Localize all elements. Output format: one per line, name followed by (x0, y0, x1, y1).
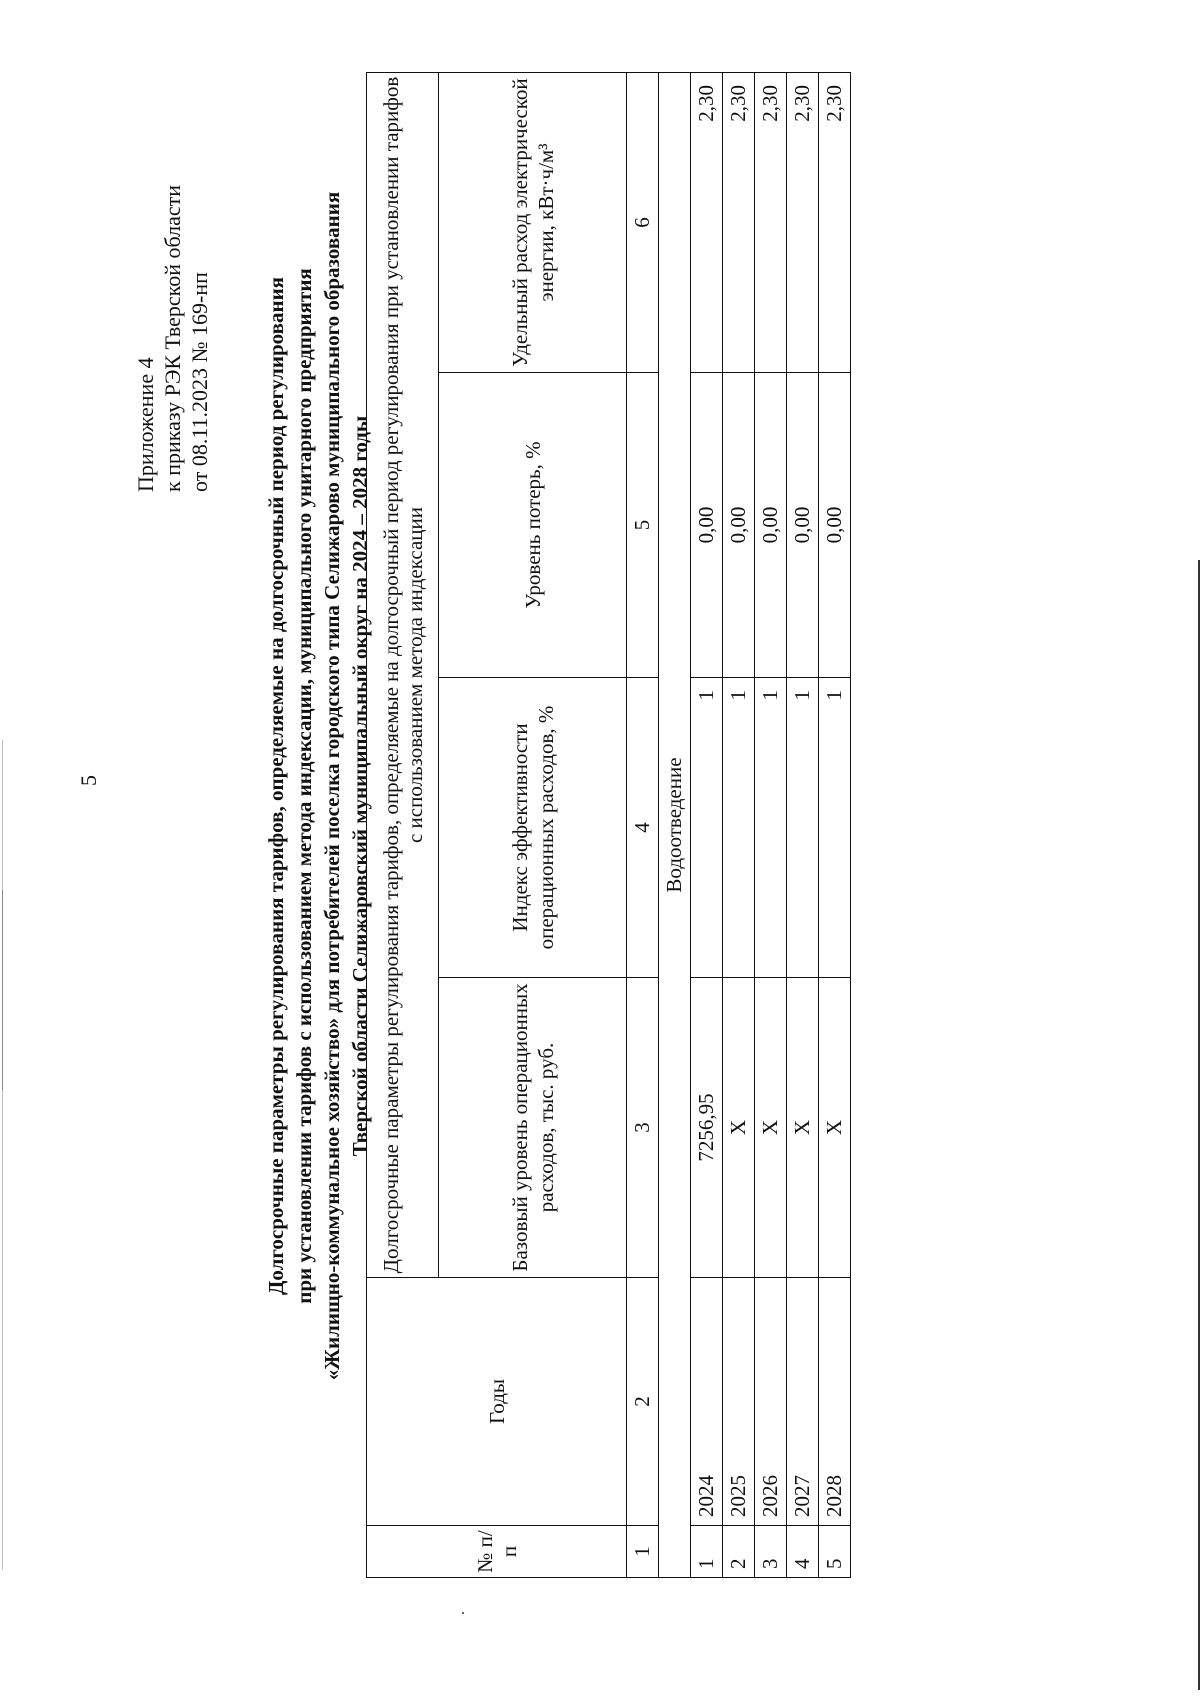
header-energy: Удельный расход электрической энергии, кВт·ч/м³ (439, 73, 627, 373)
header-group: Долгосрочные параметры регулирования тарифов, определяемые на долгосрочный период регулирования при установлении тарифов с использованием метода индексации (367, 73, 439, 1278)
column-number: 5 (627, 373, 659, 678)
section-title: Водоотведение (659, 73, 691, 1578)
appendix-line: Приложение 4 (133, 357, 158, 492)
header-losses: Уровень потерь, % (439, 373, 627, 678)
table-row (723, 73, 755, 1578)
energy-cell: 2,30 (819, 73, 851, 373)
year-cell: 2027 (787, 1278, 819, 1526)
year-cell: 2024 (691, 1278, 723, 1526)
row-number-cell: 3 (755, 1526, 787, 1578)
column-number: 1 (627, 1526, 659, 1578)
title-line: Долгосрочные параметры регулирования тарифов, определяемые на долгосрочный период регулирования (264, 276, 288, 1296)
page-number: 5 (76, 775, 101, 786)
document-title (262, 86, 374, 1486)
row-number-cell: 2 (723, 1526, 755, 1578)
base-level-cell: 7256,95 (691, 978, 723, 1278)
appendix-reference (132, 185, 213, 492)
energy-cell: 2,30 (723, 73, 755, 373)
year-cell: 2026 (755, 1278, 787, 1526)
efficiency-cell: 1 (755, 678, 787, 978)
energy-cell: 2,30 (755, 73, 787, 373)
base-level-cell: X (723, 978, 755, 1278)
header-num: № п/п (367, 1526, 627, 1578)
losses-cell: 0,00 (723, 373, 755, 678)
energy-cell: 2,30 (787, 73, 819, 373)
losses-cell: 0,00 (819, 373, 851, 678)
losses-cell: 0,00 (755, 373, 787, 678)
energy-cell: 2,30 (691, 73, 723, 373)
efficiency-cell: 1 (691, 678, 723, 978)
row-number-cell: 1 (691, 1526, 723, 1578)
efficiency-cell: 1 (819, 678, 851, 978)
column-number: 2 (627, 1278, 659, 1526)
row-number-cell: 4 (787, 1526, 819, 1578)
header-years: Годы (367, 1278, 627, 1526)
title-line: «Жилищно-коммунальное хозяйство» для потребителей поселка городского типа Селижарово муниципального образования (320, 191, 344, 1381)
header-base-level: Базовый уровень операционных расходов, тыс. руб. (439, 978, 627, 1278)
row-number-cell: 5 (819, 1526, 851, 1578)
losses-cell: 0,00 (691, 373, 723, 678)
table-row (819, 73, 851, 1578)
efficiency-cell: 1 (723, 678, 755, 978)
title-line: при установлении тарифов с использованием метода индексации, муниципального унитарного предприятия (292, 268, 316, 1304)
column-number: 4 (627, 678, 659, 978)
column-number: 3 (627, 978, 659, 1278)
header-efficiency: Индекс эффективности операционных расходов, % (439, 678, 627, 978)
table-row (755, 73, 787, 1578)
year-cell: 2028 (819, 1278, 851, 1526)
table-row (787, 73, 819, 1578)
base-level-cell: X (819, 978, 851, 1278)
table-row (691, 73, 723, 1578)
base-level-cell: X (755, 978, 787, 1278)
title-line: Тверской области Селижаровский муниципальный округ на 2024 – 2028 годы (348, 415, 372, 1157)
base-level-cell: X (787, 978, 819, 1278)
year-cell: 2025 (723, 1278, 755, 1526)
parameters-table (366, 72, 851, 1578)
losses-cell: 0,00 (787, 373, 819, 678)
column-number: 6 (627, 73, 659, 373)
efficiency-cell: 1 (787, 678, 819, 978)
appendix-line: от 08.11.2023 № 169-нп (187, 272, 212, 492)
appendix-line: к приказу РЭК Тверской области (160, 184, 185, 492)
